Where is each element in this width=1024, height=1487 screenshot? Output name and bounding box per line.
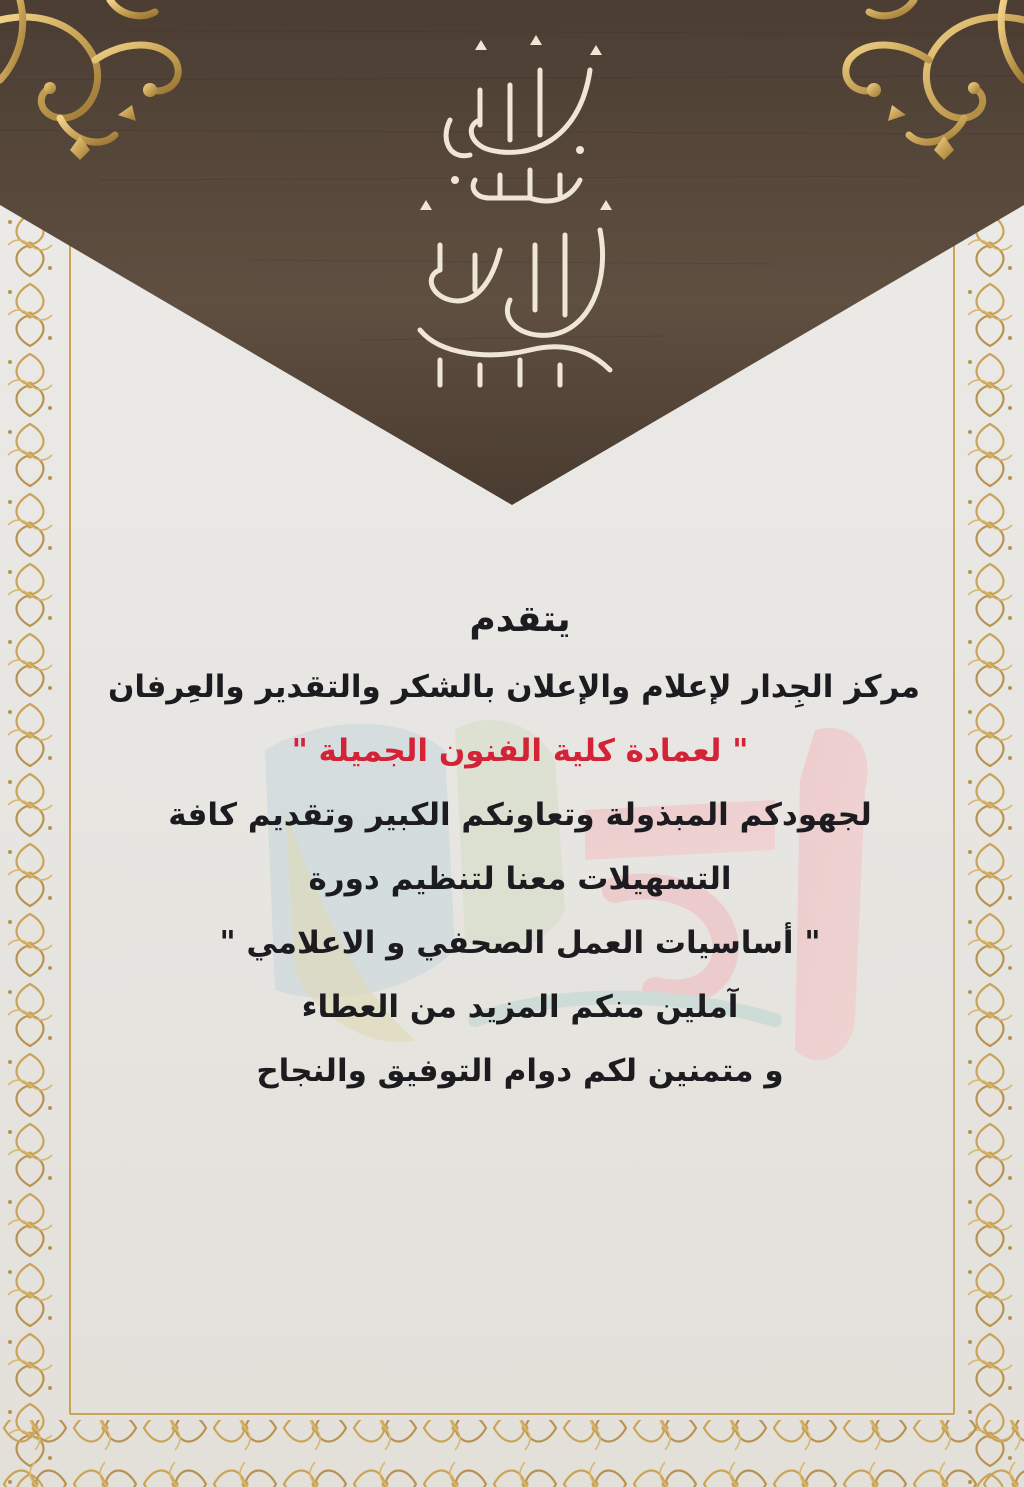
text-line-1: مركز الجِدار لإعلام والإعلان بالشكر والتقدير والعِرفان [107,669,920,705]
text-line-3: لجهودكم المبذولة وتعاونكم الكبير وتقديم كافة [168,797,872,833]
text-line-2-recipient: " لعمادة كلية الفنون الجميلة " [291,733,749,769]
text-line-4: التسهيلات معنا لتنظيم دورة [308,861,732,897]
text-line-6: آملين منكم المزيد من العطاء [301,989,739,1025]
text-line-5-course: " أساسيات العمل الصحفي و الاعلامي " [219,925,821,961]
text-line-7: و متمنين لكم دوام التوفيق والنجاح [256,1053,784,1089]
heading-yataqaddam: يتقدم [469,599,571,640]
thanks-calligraphy-logo [380,30,640,400]
certificate-text [107,585,920,1103]
